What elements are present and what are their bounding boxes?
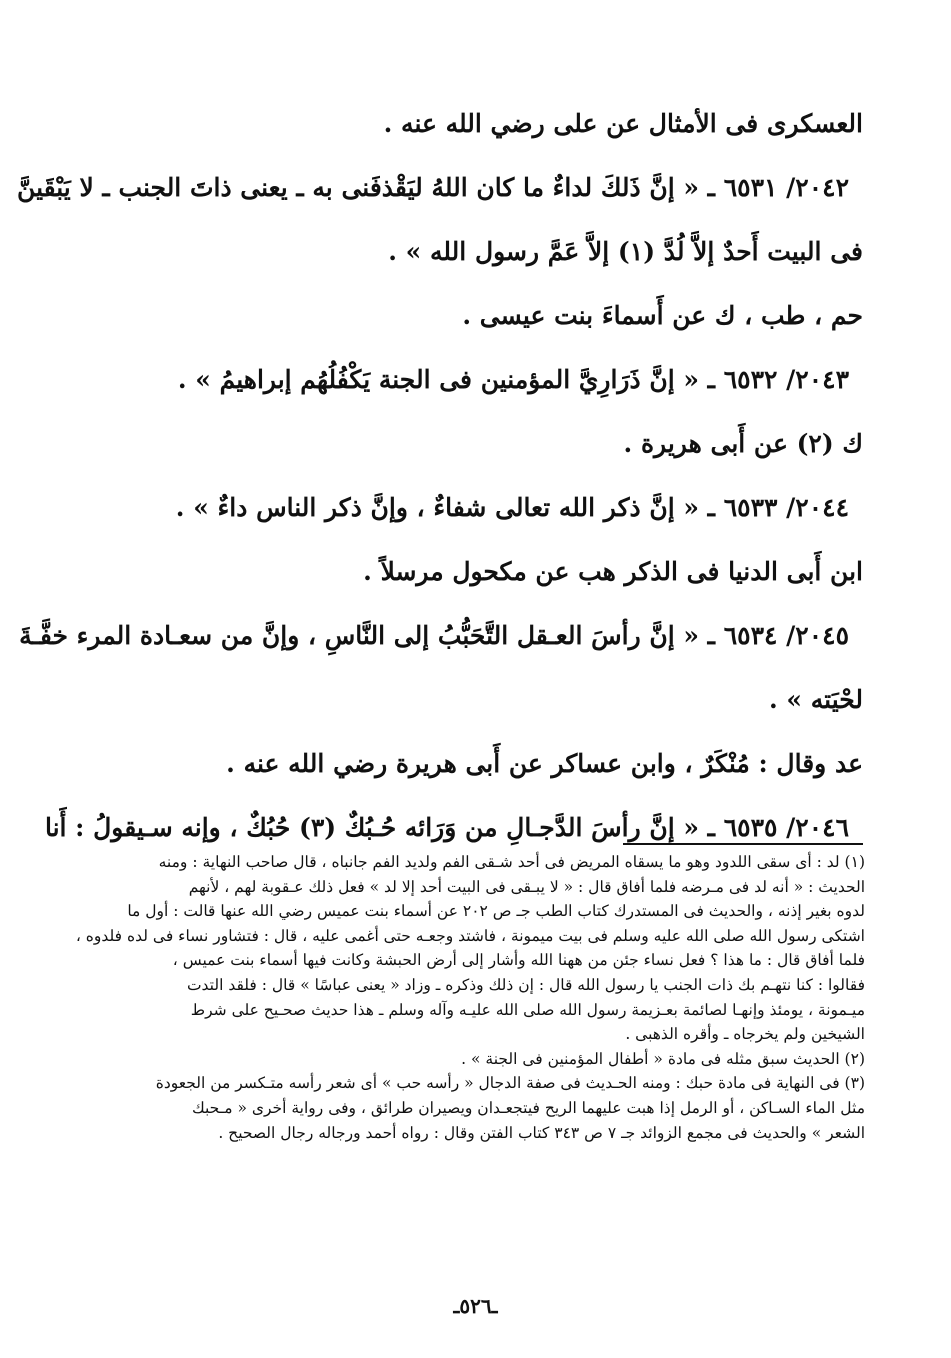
footnote-line: فقالوا : كنا نتهـم بك ذات الجنب يا رسول الله قال : إن ذلك وذكره ـ وزاد « يعنى عباسًا » قال : فلقد التدت <box>186 975 865 994</box>
continuation-line: فى البيت أَحدٌ إلاَّ لُدَّ (١) إلاَّ عَمَّ رسول الله » . <box>388 237 863 266</box>
main-text <box>17 92 863 860</box>
page-number: ـ٥٢٦ـ <box>453 1294 498 1318</box>
footnote-separator <box>623 843 863 845</box>
source-line: حم ، طب ، ك عن أَسماءَ بنت عيسى . <box>462 301 863 330</box>
source-line: ك (٢) عن أَبى هريرة . <box>623 429 863 458</box>
footnote-line: مثل الماء السـاكن ، أو الرمل إذا هبت عليهما الريح فيتجعـدان ويصيران طرائق ، وفى رواية أخرى « مـحبك <box>191 1098 865 1117</box>
footnote-line: (١) لد : أى سقى اللدود وهو ما يسقاه المريض فى أحد شـقى الفم ولديد الفم جانباه ، قال صاحب النهاية : ومنه <box>158 853 865 871</box>
footnote-line: ميـمونة ، يومئذ وإنهـا لصائمة بعـزيمة رسول الله صلى الله عليـه وآله وسلم ـ هذا حديث صحـيح على شرط <box>190 1000 865 1019</box>
footnote-line: (٣) فى النهاية فى مادة حبك : ومنه الحـديث فى صفة الدجال « رأسه حب » أى شعر رأسه متـكسر من الجعودة <box>155 1074 865 1093</box>
footnote-line: الحديث : « أنه لد فى مـرضه فلما أفاق قال : « لا يبـقى فى البيت أحد إلا لد » فعل ذلك عـقوبة لهم ، لأنهم <box>188 877 865 896</box>
hadith-line: ٢٠٤٢/ ٦٥٣١ ـ « إنَّ ذَلكَ لداءٌ ما كان اللهُ ليَقْذفَنى به ـ يعنى ذاتَ الجنب ـ لا يَبْقَينَّ <box>17 173 849 202</box>
footnote-line: الشعر » والحديث فى مجمع الزوائد جـ ٧ ص ٣٤٣ كتاب الفتن وقال : رواه أحمد ورجاله رجال الصحيح . <box>218 1123 865 1142</box>
footnote-line: الشيخين ولم يخرجاه ـ وأقره الذهبى . <box>625 1025 865 1044</box>
source-line: ابن أَبى الدنيا فى الذكر هب عن مكحول مرسلاً . <box>363 557 863 586</box>
continuation-line: لحْيَته » . <box>769 685 863 714</box>
footnotes <box>75 850 865 1145</box>
footnote-line: فلما أفاق قال : ما هذا ؟ فعل نساء جئن من ههنا الله وأشار إلى أرض الحبشة وكانت فيها أسماء بنت عميس ، <box>172 951 865 970</box>
footnote-line: اشتكى رسول الله صلى الله عليه وسلم فى بيت ميمونة ، فاشتد وجعـه حتى أغمى عليه ، قال : فتشاور نساء فى لده فلدوه ، <box>75 926 865 945</box>
hadith-line: ٢٠٤٦/ ٦٥٣٥ ـ « إنَّ رأسَ الدَّجـالِ من وَرَائه حُـبُكٌ (٣) حُبُكٌ ، وإنه سـيقولُ : أَنا <box>44 813 849 842</box>
source-line: العسكرى فى الأمثال عن على رضي الله عنه . <box>383 109 863 138</box>
footnote-line: لدوه بغير إذنه ، والحديث فى المستدرك كتاب الطب جـ ص ٢٠٢ عن أسماء بنت عميس رضي الله عنها قالت : أول ما <box>127 902 865 921</box>
hadith-line: ٢٠٤٣/ ٦٥٣٢ ـ « إنَّ ذَرَارِيَّ المؤمنين فى الجنة يَكْفُلُهُم إبراهيمُ » . <box>177 365 849 394</box>
hadith-line: ٢٠٤٤/ ٦٥٣٣ ـ « إنَّ ذكر الله تعالى شفاءٌ ، وإنَّ ذكر الناس داءٌ » . <box>175 493 849 522</box>
footnote-line: (٢) الحديث سبق مثله فى مادة « أطفال المؤمنين فى الجنة » . <box>461 1049 865 1068</box>
source-line: عد وقال : مُنْكَرٌ ، وابن عساكر عن أَبى هريرة رضي الله عنه . <box>226 749 863 778</box>
hadith-line: ٢٠٤٥/ ٦٥٣٤ ـ « إنَّ رأسَ العـقل التَّحَبُّبُ إلى النَّاسِ ، وإنَّ من سعـادة المرء خفَّـةَ <box>19 621 849 650</box>
